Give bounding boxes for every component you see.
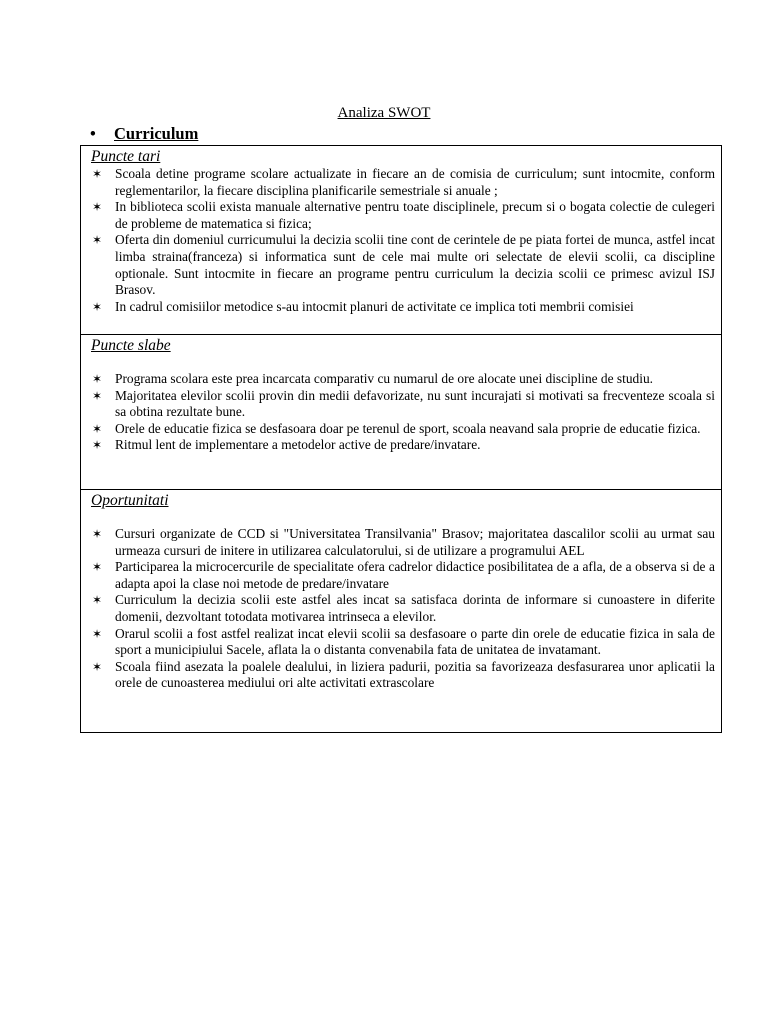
list-item (91, 166, 715, 199)
list-item (91, 299, 715, 316)
list-item (91, 199, 715, 232)
opportunities-heading: Oportunitati (91, 492, 169, 509)
section-heading (90, 124, 198, 144)
list-item-text: Cursuri organizate de CCD si "Universitatea Transilvania" Brasov; majoritatea dascalilor scolii au urmat sau urmeaza cursuri de initere in utilizarea calculatorului, si de utilizare a programului AEL (115, 526, 715, 558)
swot-row-opportunities (81, 490, 722, 733)
list-item-text: Orarul scolii a fost astfel realizat incat elevii scolii sa desfasoare o parte din orele de educatie fizica in sala de sport a municipiului Sacele, aflata la o distanta convenabila fata de unitatea de invatamant. (115, 625, 715, 658)
star-bullet-icon: ✶ (92, 438, 103, 453)
star-bullet-icon: ✶ (92, 372, 103, 386)
opportunities-list (91, 526, 715, 692)
list-item-text: Orele de educatie fizica se desfasoara doar pe terenul de sport, scoala neavand sala proprie de educatie fizica. (115, 420, 701, 436)
star-bullet-icon: ✶ (92, 388, 103, 403)
star-bullet-icon: ✶ (92, 200, 103, 215)
list-item (91, 421, 715, 438)
list-item (91, 592, 715, 625)
weaknesses-heading: Puncte slabe (91, 337, 171, 354)
list-item-text: Majoritatea elevilor scolii provin din medii defavorizate, nu sunt incurajati si motivati sa frecventeze scoala si sa obtina rezultate bune. (115, 387, 715, 420)
section-label: Curriculum (114, 124, 199, 143)
list-item (91, 626, 715, 659)
list-item-text: Scoala detine programe scolare actualizate in fiecare an de comisia de curriculum; sunt intocmite, conform reglementarilor, la fiecare disciplina planificarile semestriale si anuale ; (115, 166, 715, 198)
document-title: Analiza SWOT (337, 105, 431, 121)
star-bullet-icon: ✶ (92, 593, 103, 608)
list-item (91, 388, 715, 421)
list-item-text: In cadrul comisiilor metodice s-au intocmit planuri de activitate ce implica toti membrii comisiei (115, 298, 634, 314)
list-item (91, 437, 715, 454)
opportunities-cell (81, 490, 722, 733)
section-bullet: • (90, 124, 96, 143)
star-bullet-icon: ✶ (92, 626, 103, 641)
spacer (91, 510, 715, 526)
list-item-text: Programa scolara este prea incarcata comparativ cu numarul de ore alocate unei discipline de studiu. (115, 371, 653, 386)
weaknesses-cell (81, 335, 722, 490)
list-item-text: Ritmul lent de implementare a metodelor active de predare/invatare. (115, 437, 481, 453)
swot-row-weaknesses (81, 335, 722, 490)
star-bullet-icon: ✶ (92, 167, 103, 181)
star-bullet-icon: ✶ (92, 299, 103, 314)
star-bullet-icon: ✶ (92, 560, 103, 575)
list-item (91, 559, 715, 592)
star-bullet-icon: ✶ (92, 233, 103, 248)
star-bullet-icon: ✶ (92, 659, 103, 674)
list-item-text: Curriculum la decizia scolii este astfel ales incat sa satisfaca dorinta de informare si cunoastere in diferite domenii, dezvoltant totodata motivarea intrinseca a elevilor. (115, 592, 715, 624)
list-item-text: Participarea la microcercurile de specialitate ofera cadrelor didactice posibilitatea de a afla, de a observa si de a adapta apoi la clase noi metode de predare/invatare (115, 559, 715, 591)
weaknesses-list (91, 371, 715, 454)
strengths-list (91, 166, 715, 315)
swot-table (80, 145, 722, 733)
list-item (91, 659, 715, 692)
list-item (91, 232, 715, 298)
list-item (91, 526, 715, 559)
list-item (91, 371, 715, 388)
list-item-text: Oferta din domeniul curricumului la decizia scolii tine cont de cerintele de pe piata fortei de munca, astfel incat limba straina(franceza) si informatica sunt de cele mai multe ori selectate de elevii scolii, ca discipline optionale. Sunt intocmite in fiecare an programe pentru curriculum la decizia scolii ce primesc avizul ISJ Brasov. (115, 232, 715, 298)
strengths-cell (81, 146, 722, 335)
list-item-text: Scoala fiind asezata la poalele dealului, in liziera padurii, pozitia sa favorizeaza desfasurarea unor aplicatii la orele de cunoasterea mediului ori alte activitati extrascolare (115, 658, 715, 691)
spacer (91, 355, 715, 371)
swot-row-strengths (81, 146, 722, 335)
star-bullet-icon: ✶ (92, 527, 103, 541)
strengths-heading: Puncte tari (91, 148, 161, 165)
star-bullet-icon: ✶ (92, 421, 103, 436)
list-item-text: In biblioteca scolii exista manuale alternative pentru toate disciplinele, precum si o bogata colectie de culegeri de probleme de matematica si fizica; (115, 199, 715, 231)
